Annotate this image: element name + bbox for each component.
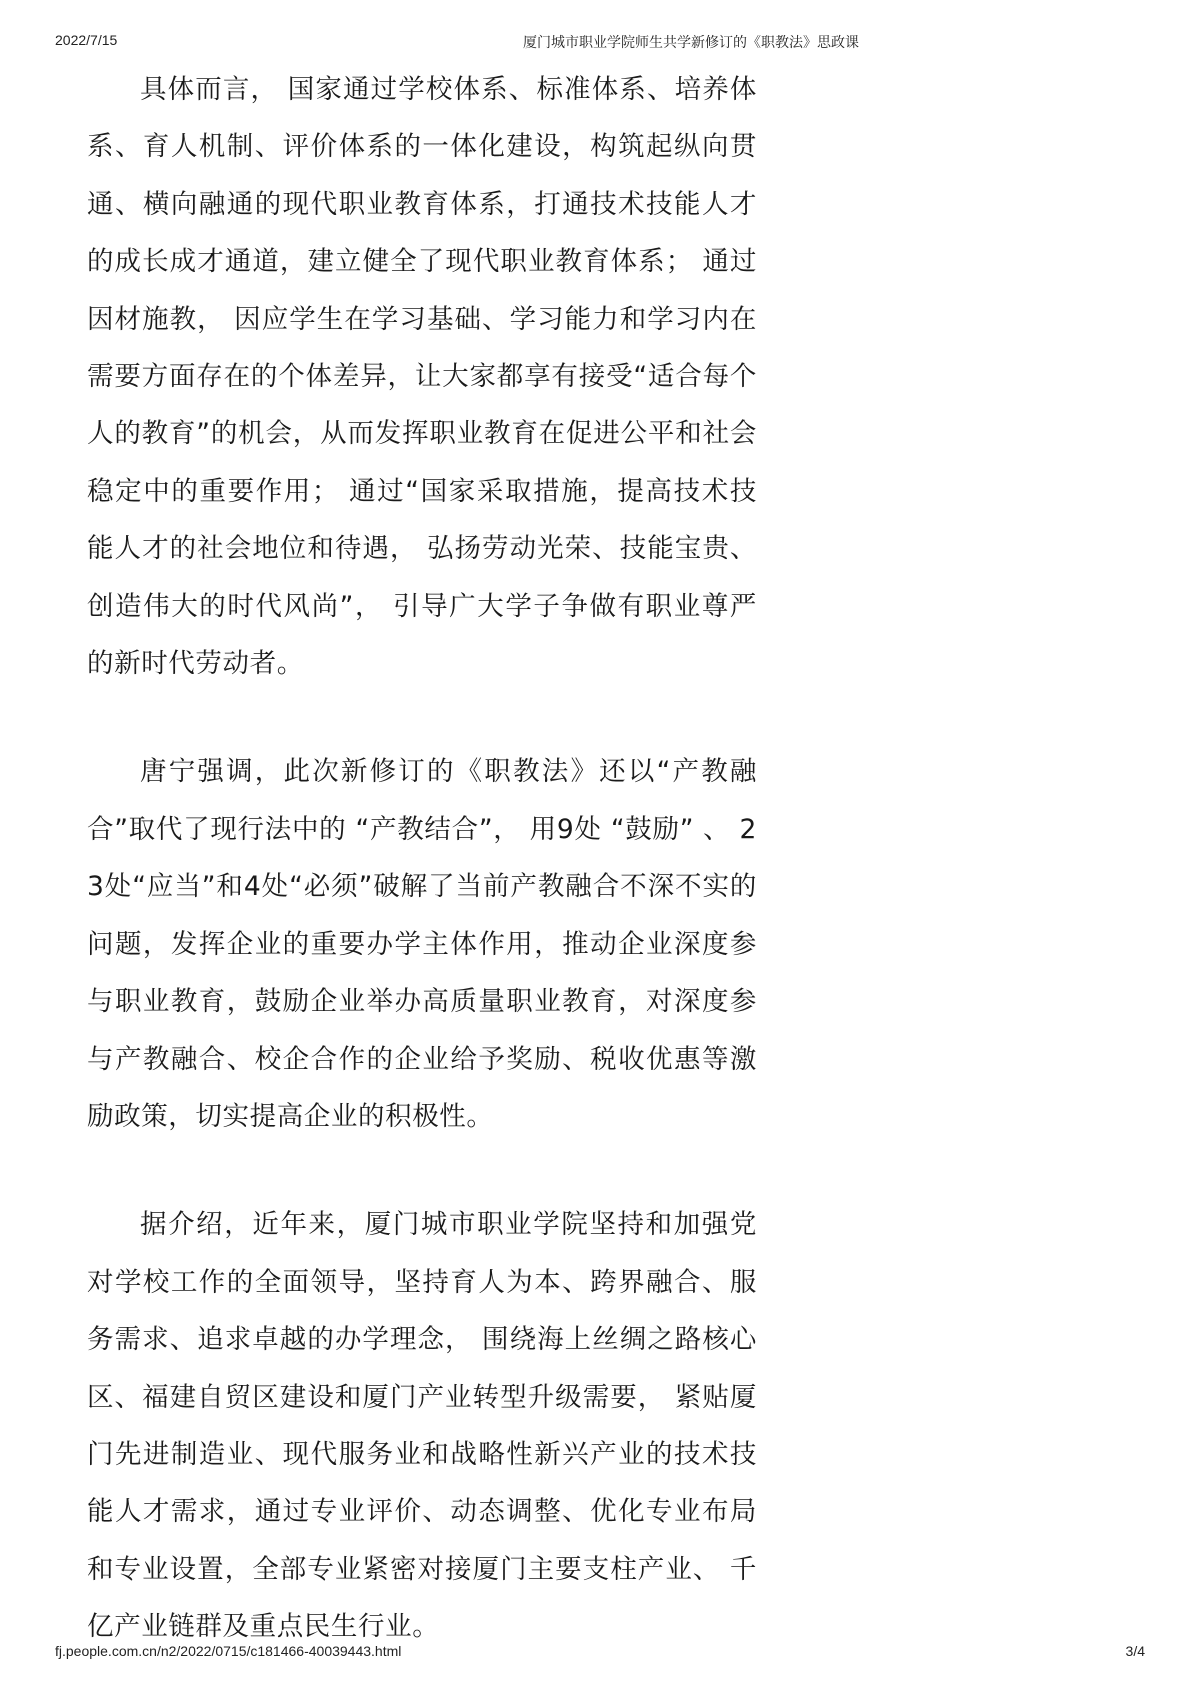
print-footer: [55, 1643, 1145, 1665]
article-paragraph: 唐宁强调，此次新修订的《职教法》还以“产教融合”取代了现行法中的 “产教结合”， 用9处 “鼓励” 、 23处“应当”和4处“必须”破解了当前产教融合不深不实的问题，发挥企业的重要办学主体作用，推动企业深度参与职业教育，鼓励企业举办高质量职业教育，对深度参与产教融合、校企合作的企业给予奖励、税收优惠等激励政策，切实提高企业的积极性。: [87, 756, 757, 1132]
source-url: fj.people.com.cn/n2/2022/0715/c181466-40039443.html: [55, 1643, 402, 1659]
article-paragraph: 具体而言， 国家通过学校体系、标准体系、培养体系、育人机制、评价体系的一体化建设，构筑起纵向贯通、横向融通的现代职业教育体系，打通技术技能人才的成长成才通道，建立健全了现代职业教育体系； 通过因材施教， 因应学生在学习基础、学习能力和学习内在需要方面存在的个体差异，让大家都享有接受“适合每个人的教育”的机会，从而发挥职业教育在促进公平和社会稳定中的重要作用； 通过“国家采取措施，提高技术技能人才的社会地位和待遇， 弘扬劳动光荣、技能宝贵、创造伟大的时代风尚”， 引导广大学子争做有职业尊严的新时代劳动者。: [87, 74, 757, 680]
article-body: [87, 61, 757, 1656]
page-number: 3/4: [1125, 1643, 1145, 1659]
print-header: [55, 32, 1145, 54]
print-date: 2022/7/15: [55, 32, 118, 48]
article-paragraph: 据介绍，近年来，厦门城市职业学院坚持和加强党对学校工作的全面领导，坚持育人为本、跨界融合、服务需求、追求卓越的办学理念， 围绕海上丝绸之路核心区、福建自贸区建设和厦门产业转型升级需要， 紧贴厦门先进制造业、现代服务业和战略性新兴产业的技术技能人才需求，通过专业评价、动态调整、优化专业布局和专业设置，全部专业紧密对接厦门主要支柱产业、 千亿产业链群及重点民生行业。: [87, 1209, 757, 1643]
document-title: 厦门城市职业学院师生共学新修订的《职教法》思政课: [523, 34, 859, 50]
